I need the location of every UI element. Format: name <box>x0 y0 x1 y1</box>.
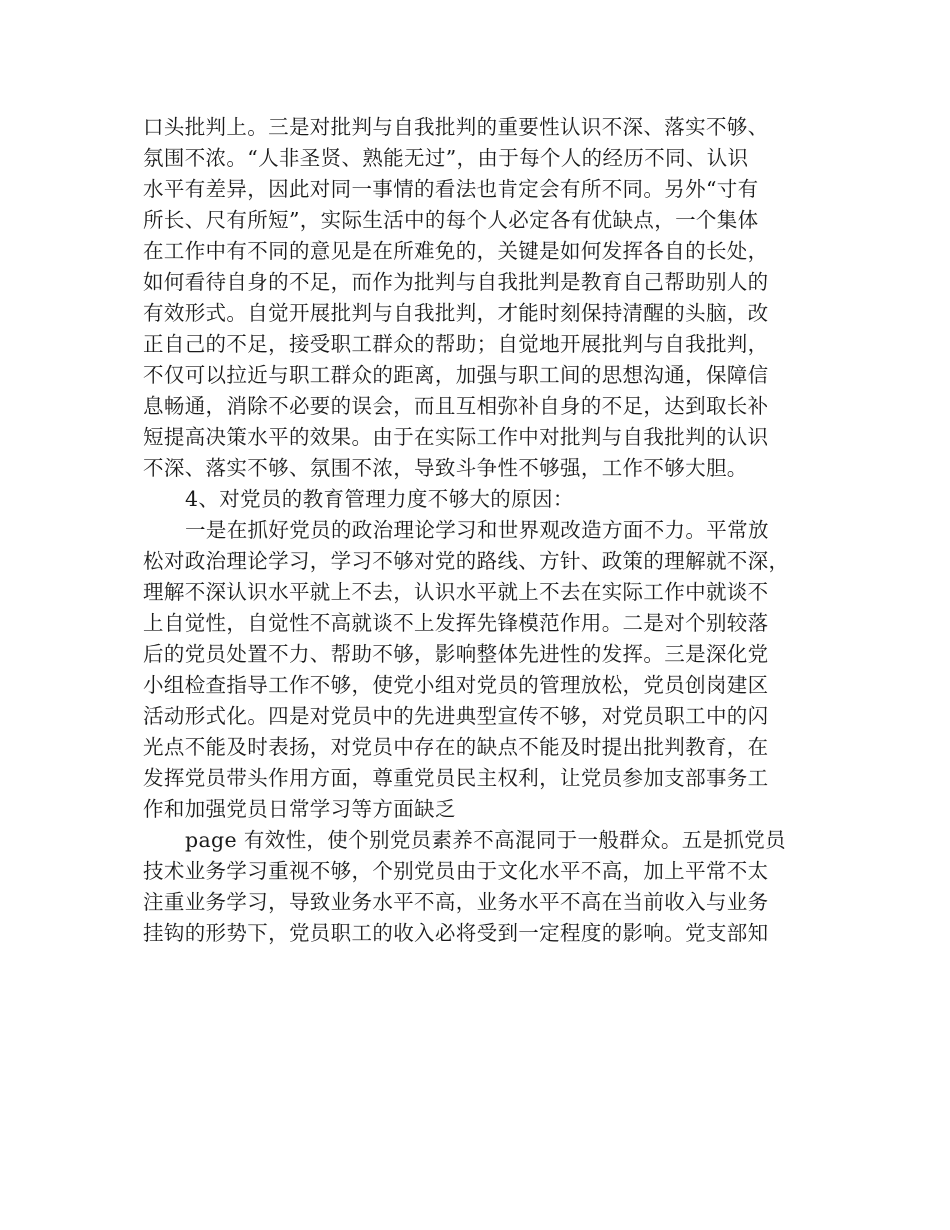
text-line: 在工作中有不同的意见是在所难免的，关键是如何发挥各自的长处， <box>143 239 769 263</box>
text-line: 有效形式。自觉开展批判与自我批判，才能时刻保持清醒的头脑，改 <box>143 301 769 325</box>
text-line: 息畅通，消除不必要的误会，而且互相弥补自身的不足，达到取长补 <box>143 394 769 418</box>
text-line: 如何看待自身的不足，而作为批判与自我批判是教育自己帮助别人的 <box>143 270 769 294</box>
text-line: 光点不能及时表扬，对党员中存在的缺点不能及时提出批判教育，在 <box>143 735 769 759</box>
text-line: 所长、尺有所短”，实际生活中的每个人必定各有优缺点，一个集体 <box>143 208 759 232</box>
text-line: 作和加强党员日常学习等方面缺乏 <box>143 797 456 821</box>
text-line: 一是在抓好党员的政治理论学习和世界观改造方面不力。平常放 <box>185 518 769 542</box>
text-line: 活动形式化。四是对党员中的先进典型宣传不够，对党员职工中的闪 <box>143 704 769 728</box>
text-line: 短提高决策水平的效果。由于在实际工作中对批判与自我批判的认识 <box>143 425 769 449</box>
text-line: page 有效性，使个别党员素养不高混同于一般群众。五是抓党员 <box>185 828 786 852</box>
text-line: 注重业务学习，导致业务水平不高，业务水平不高在当前收入与业务 <box>143 890 769 914</box>
text-line: 松对政治理论学习，学习不够对党的路线、方针、政策的理解就不深， <box>143 549 790 573</box>
text-line: 技术业务学习重视不够，个别党员由于文化水平不高，加上平常不太 <box>143 859 769 883</box>
text-line: 不仅可以拉近与职工群众的距离，加强与职工间的思想沟通，保障信 <box>143 363 769 387</box>
text-line: 水平有差异，因此对同一事情的看法也肯定会有所不同。另外“寸有 <box>143 177 759 201</box>
text-line: 4、对党员的教育管理力度不够大的原因： <box>185 487 574 511</box>
text-line: 后的党员处置不力、帮助不够，影响整体先进性的发挥。三是深化党 <box>143 642 769 666</box>
body-text <box>143 112 823 949</box>
text-line: 小组检查指导工作不够，使党小组对党员的管理放松，党员创岗建区 <box>143 673 769 697</box>
text-line: 不深、落实不够、氛围不浓，导致斗争性不够强，工作不够大胆。 <box>143 456 748 480</box>
text-line: 上自觉性，自觉性不高就谈不上发挥先锋模范作用。二是对个别较落 <box>143 611 769 635</box>
text-line: 发挥党员带头作用方面，尊重党员民主权利，让党员参加支部事务工 <box>143 766 769 790</box>
text-line: 氛围不浓。“人非圣贤、熟能无过”，由于每个人的经历不同、认识 <box>143 146 749 170</box>
text-line: 口头批判上。三是对批判与自我批判的重要性认识不深、落实不够、 <box>143 115 769 139</box>
text-line: 理解不深认识水平就上不去，认识水平就上不去在实际工作中就谈不 <box>143 580 769 604</box>
text-line: 正自己的不足，接受职工群众的帮助；自觉地开展批判与自我批判， <box>143 332 769 356</box>
text-line: 挂钩的形势下，党员职工的收入必将受到一定程度的影响。党支部知 <box>143 921 769 945</box>
